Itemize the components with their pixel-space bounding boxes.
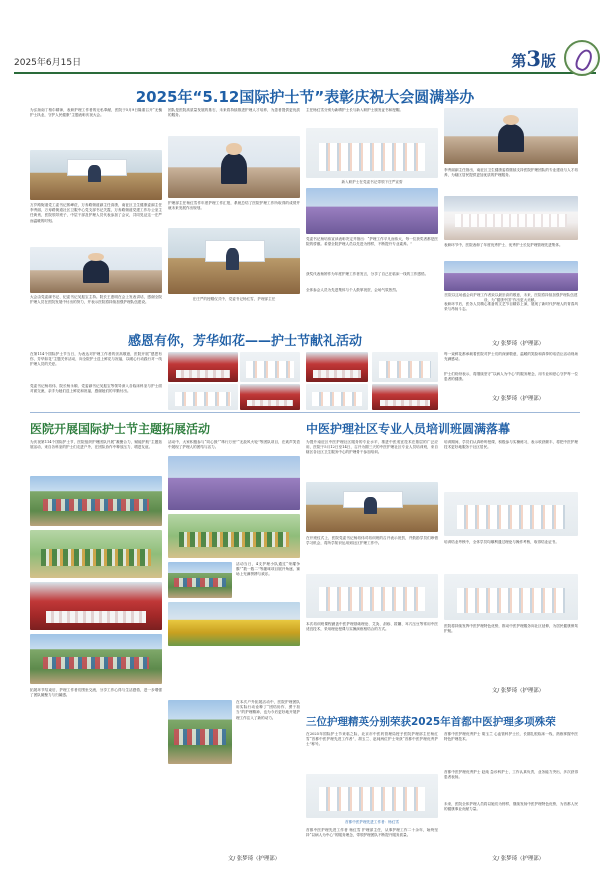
photo-team-game-3 (168, 700, 232, 764)
photo-official-speech (444, 108, 578, 164)
photo-team-outdoor-1 (30, 476, 162, 526)
photo-flowers-8 (372, 384, 438, 410)
s1-col1-p1: 为弘扬南丁格尔精神，表彰护理工作者的无私奉献，医院于5月9日隆重召开“无愧护士执业，守护人民健康”主题表彰庆祝大会。 (30, 108, 162, 118)
photo-training-opening (306, 482, 438, 532)
s1-col4-p3: 表彰环节后，医务人员精心准备的文艺节目精彩上演，展现了新时代护理人的青春风采与昂扬斗志。 (444, 302, 578, 312)
s1-byline: 文/ 张梦琦（护理部） (492, 341, 545, 347)
s4-p6: 医院将持续发挥中医护理特色优势，推动中医护理服务向社区延伸，为居民健康保驾护航。 (444, 624, 578, 634)
photo-stage-podium (168, 228, 300, 294)
photo-honorees-trio (306, 774, 438, 818)
s3-p2: 活动中，大家积极参与“同心鼓”“珠行万里”“无敌风火轮”等团队项目，在欢声笑语中展现了护理人的团结与活力。 (168, 440, 300, 450)
s1-col2-p1: 团队是医院高质量发展的基石，未来将持续推进护理人才培养，为患者提供更优质的服务。 (168, 108, 300, 118)
s3-title: 医院开展国际护士节主题拓展活动 (30, 422, 211, 436)
photo-team-outdoor-3 (30, 634, 162, 684)
s3-p1: 为庆祝第114个国际护士节，医院组织护理团队开展“凝聚合力，赋能护航”主题拓展活动，来自各科室的护士们走进户外，在团队协作中释放压力、增进友谊。 (30, 440, 162, 450)
photo-training-practice-1 (444, 492, 578, 536)
page-suffix: 版 (540, 52, 556, 70)
s5-p2: 首都中医护理先进工作者 杨红雪 护理部主任，从事护理工作二十余年，始终坚持“以病人为中心”的服务理念，带领护理团队不断提升服务质量。 (306, 828, 438, 838)
s5-p3: 首都中医护理优秀护士 胡玉兰 心血管科护士长，长期扎根临床一线，熟练掌握中医特色护理技术。 (444, 732, 578, 742)
s1-col3-p3: 获奖代表杨婷作为年度护理工作者发言，分享了自己在临床一线的工作感悟。 (306, 272, 429, 276)
page-number (511, 46, 556, 71)
s1-col3-p1: 主任杨红雪分别为新聘护士长与新入职护士颁发证书和授帽。 (306, 108, 404, 112)
photo-stage-leaders (30, 150, 162, 200)
photo-director-report (168, 136, 300, 198)
s3-p4: 活动当日，4支护理小队通过“荣耀争霸”“数一数二”等趣味项目展开角逐，赛场上充满拼搏与欢乐。 (236, 562, 300, 577)
page-number-value: 3 (526, 46, 541, 71)
s3-p3: 拓展环节结束后，护理工作者们围坐交流，分享工作心得与生活感悟，进一步增强了团队凝聚力与归属感。 (30, 688, 162, 698)
photo-team-outdoor-2 (30, 530, 162, 578)
s4-byline: 文/ 张梦琦（护理部） (492, 688, 545, 694)
s1-col2-caption: 在庄严的授帽仪式中，党委书记杨红雪，护理部主任 (192, 297, 276, 301)
s1-col3-p4: 全体参会人员为先进集体与个人鼓掌祝贺，会场气氛热烈。 (306, 288, 400, 292)
s3-p5: 在本次户外拓展活动中，医院护理团队用实际行动诠释了“团结协作、勇于担当”的护理精神，也为今后更好地开展护理工作注入了新的动力。 (236, 700, 300, 720)
photo-flowers-3 (306, 352, 368, 382)
s4-p2: 在开班仪式上，医院党委书记杨培伟对培训班的召开表示祝贺，并鼓励学员们珍惜学习机会，将所学知识运用到社区护理工作中。 (306, 536, 438, 546)
photo-team-balloons (168, 456, 300, 510)
photo-team-game-2 (168, 602, 300, 646)
s2-title: 感恩有你，芳华如花——护士节献礼活动 (128, 334, 363, 349)
s2-byline: 文/ 张梦琦（护理部） (492, 396, 545, 402)
photo-speaker (30, 247, 162, 293)
s2-p4: 护士们纷纷表示，将继续坚守“以病人为中心”的服务理念，用专业和爱心守护每一位患者的健康。 (444, 372, 578, 382)
s5-byline: 文/ 张梦琦（护理部） (492, 856, 545, 862)
s5-p1: 在2025年国际护士节来临之际，北京市中医药管理局授予医院护理部主任杨红雪“首都中医护理先进工作者”，胡玉兰、赵纯两位护士荣获“首都中医护理优秀护士”称号。 (306, 732, 438, 747)
s4-p4: 培训期间，学员们认真聆听授课，积极参与实操练习，表示收获颇丰，将把中医护理技术更好地服务于社区居民。 (444, 440, 578, 450)
s2-p2: 党委书记杨培伟、院长杨永顺、党委副书记吴振宝等领导深入各临床科室与护士面对面交流，亲手为她们送上鲜花和祝福，感谢她们的辛勤付出。 (30, 384, 162, 394)
s1-col2-p2: 护理部主任杨红雪作年度护理工作汇报，系统总结了医院护理工作所取得的成绩并就未来发展作出规划。 (168, 201, 300, 211)
photo-award-group (306, 188, 438, 234)
photo-honorees (444, 196, 578, 240)
page-header (14, 48, 596, 74)
s4-p3: 本次培训班课程涵盖中医护理基础理论、艾灸、刮痧、拔罐、耳穴压豆等常用中医适宜技术，采用理论授课与实操演练相结合的方式。 (306, 622, 438, 632)
issue-date: 2025年6月15日 (14, 58, 82, 68)
s2-p3: 每一束鲜花都承载着医院对护士们的深深敬意，温暖的笑脸和真挚的话语让活动现场充满感动。 (444, 352, 578, 362)
section-divider (30, 412, 580, 413)
page-prefix: 第 (511, 52, 527, 70)
s5-caption: 首都中医护理先进工作者：杨红雪 (345, 820, 399, 824)
nurse-cap-logo-icon (564, 40, 600, 76)
s2-p1: 在第114个国际护士节当日，为表达对护理工作者的崇高敬意，医院开展“感恩有你，芳华如花”主题关怀活动，向全院护士送上鲜花与祝福，以暖心行动践行对一线护理人员的关爱。 (30, 352, 162, 367)
photo-flowers-7 (306, 384, 368, 410)
photo-training-practice-2 (444, 574, 578, 620)
photo-oath (306, 128, 438, 178)
headline: 2025年“5.12国际护士节”表彰庆祝大会圆满举办 (135, 88, 475, 106)
s1-col4-p1: 李秀丽副主任指出，南征区卫生健康委将继续支持医院护理团队的专业建设与人才培养，为辖区居民提供更加优质的护理服务。 (444, 168, 578, 178)
photo-team-banner (30, 582, 162, 630)
s5-p5: 未来，医院全体护理人员将以她们为榜样，继续发扬中医护理特色优势，为首都人民的健康事业贡献力量。 (444, 802, 578, 812)
s1-col3-p2: 党委书记杨培伟宣读表彰决定并指出：“护理工作平凡而伟大，每一位获奖者都是医院的骄傲。希望全院护理人员以先进为榜样，不断提升专业素养。” (306, 237, 438, 247)
photo-flowers-5 (168, 384, 238, 410)
s5-title: 三位护理精英分别荣获2025年首都中医护理多项殊荣 (306, 716, 556, 728)
s1-col1-p2: 万岁路街道党工委书记郭峰莅，万寿路街道副主任高康，南征区卫生健康委副主任李秀丽，万寿路街道社区卫服中心党支部书记关霞，万寿路街道党建工作办公室主任黄贵，医院领导班子，中层干部及护理人员代表参加了会议，共同见证这一庄严而温暖的时刻。 (30, 203, 162, 223)
photo-flowers-4 (372, 352, 438, 382)
s4-p5: 培训结业考核中，全体学员均顺利通过理论与操作考核，取得结业证书。 (444, 540, 559, 544)
photo-team-game-1 (168, 562, 232, 598)
s1-col4-p2: 表彰环节中，医院表彰了年度优秀护士、优秀护士长及护理管理先进集体。 (444, 243, 563, 247)
photo-training-class (306, 574, 438, 618)
photo-flowers-6 (240, 384, 300, 410)
s3-byline: 文/ 张梦琦（护理部） (228, 856, 281, 862)
photo-performance (444, 261, 578, 291)
s1-col4-caption: 医院以这场盛会向护理工作者致以最崇高的敬意，未来，医院将持续加强护理队伍建设，为“健康中国”作出更大贡献。 (444, 293, 578, 302)
s1-col1-p3: 大会由党委副书记、纪委书记吴振宝主持。院长王惠明在会上发表讲话，感谢全院护理人员在医院发展中付出的努力，并表示医院将持续加强护理队伍建设。 (30, 295, 162, 305)
photo-team-field (168, 514, 300, 558)
s1-col3-caption: 新入职护士在党委书记带领下庄严宣誓 (341, 180, 403, 184)
s4-p1: 为提升南征区中医护理社区服务的专业水平，推进中医适宜技术在基层的广泛应用，医院于5月12日至14日，召开为期三天的中医护理社区专业人员培训班，来自辖区各社区卫生服务中心的护理骨干参加培训。 (306, 440, 438, 455)
s5-p4: 首都中医护理优秀护士 赵纯 急诊科护士，工作认真负责，业务能力突出，多次获得患者表扬。 (444, 770, 578, 780)
s4-title: 中医护理社区专业人员培训班圆满落幕 (306, 422, 511, 436)
photo-flowers-2 (240, 352, 300, 382)
photo-flowers-1 (168, 352, 238, 382)
